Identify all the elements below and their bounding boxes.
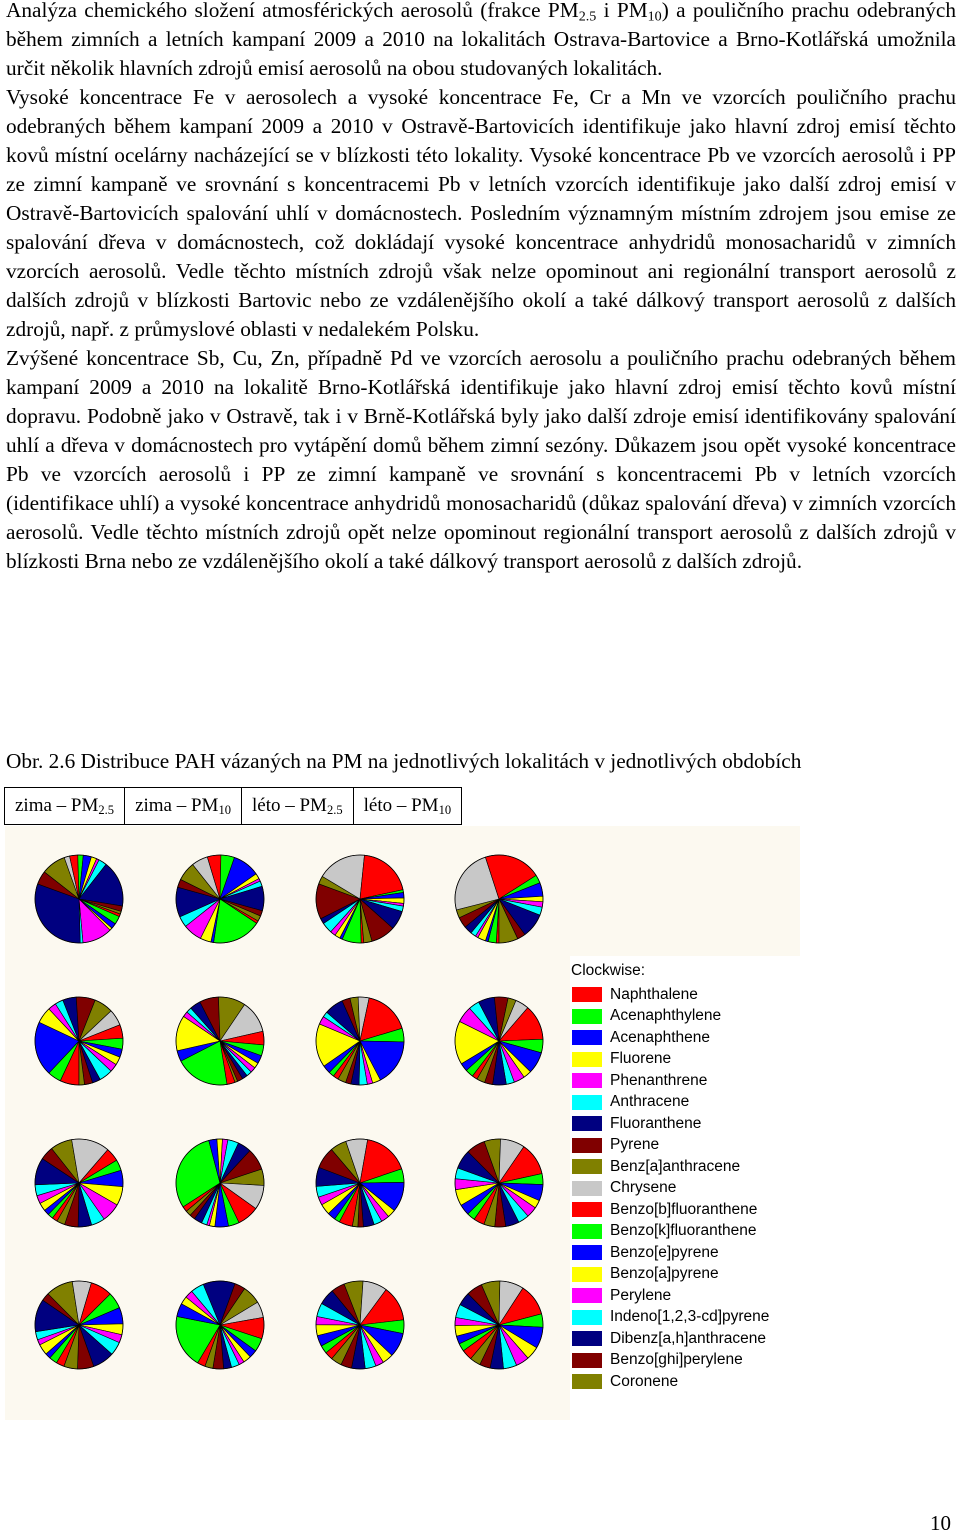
legend-swatch — [572, 1052, 602, 1067]
legend-swatch — [572, 1159, 602, 1174]
legend-swatch — [572, 1009, 602, 1024]
legend-label: Benzo[k]fluoranthene — [610, 1222, 757, 1240]
legend-swatch — [572, 1353, 602, 1368]
paragraph-1: Analýza chemického složení atmosférických aerosolů (frakce $PM_{2.5}$ i $PM_{10}$) a pouličního prachu odebraných během zimních a letních kampaní 2009 a 2010 na lokalitách Ostrava-Bartovice a Brno-Kotlářská umožnila určit několik hlavních zdrojů emisí aerosolů na obou studovaných lokalitách. — [6, 0, 956, 80]
legend-item — [572, 1371, 769, 1393]
figure-caption: Obr. 2.6 Distribuce PAH vázaných na PM na jednotlivých lokalitách v jednotlivých obdobích — [6, 749, 802, 773]
legend-item — [572, 1199, 769, 1221]
legend-item — [572, 1307, 769, 1329]
legend-item — [572, 1178, 769, 1200]
pie-chart — [455, 1139, 543, 1227]
legend-swatch — [572, 1267, 602, 1282]
legend-item — [572, 1328, 769, 1350]
column-header-summer-pm25: léto – $PM_{2.5}$ — [241, 788, 353, 825]
legend-label: Anthracene — [610, 1093, 690, 1111]
legend-label: Perylene — [610, 1286, 672, 1304]
legend-item — [572, 1285, 769, 1307]
legend-item — [572, 1242, 769, 1264]
column-header-table — [4, 787, 462, 825]
legend-item — [572, 1070, 769, 1092]
pie-chart — [176, 1281, 264, 1369]
legend-title: Clockwise: — [571, 962, 646, 979]
legend-item — [572, 1350, 769, 1372]
legend-swatch — [572, 1030, 602, 1045]
legend-label: Benz[a]anthracene — [610, 1157, 741, 1175]
legend-swatch — [572, 1288, 602, 1303]
legend-swatch — [572, 1138, 602, 1153]
legend-label: Coronene — [610, 1372, 679, 1390]
legend-swatch — [572, 1095, 602, 1110]
pie-chart — [176, 855, 264, 943]
pie-chart — [316, 1139, 404, 1227]
legend — [570, 956, 800, 1420]
pie-chart — [35, 1281, 123, 1369]
legend-label: Acenaphthene — [610, 1028, 710, 1046]
legend-label: Fluorene — [610, 1050, 672, 1068]
legend-list — [572, 984, 769, 1393]
legend-label: Benzo[e]pyrene — [610, 1243, 719, 1261]
pie-chart — [455, 1281, 543, 1369]
pie-chart — [35, 855, 123, 943]
legend-item — [572, 1092, 769, 1114]
column-header-winter-pm25: zima – $PM_{2.5}$ — [5, 788, 125, 825]
legend-item — [572, 1156, 769, 1178]
legend-item — [572, 1135, 769, 1157]
legend-label: Fluoranthene — [610, 1114, 702, 1132]
legend-swatch — [572, 1224, 602, 1239]
pie-chart — [35, 1139, 123, 1227]
legend-label: Benzo[b]fluoranthene — [610, 1200, 758, 1218]
pie-chart — [455, 855, 543, 943]
legend-swatch — [572, 1245, 602, 1260]
column-header-winter-pm10: zima – $PM_{10}$ — [125, 788, 242, 825]
legend-swatch — [572, 1073, 602, 1088]
pie-chart-grid — [5, 826, 570, 1420]
legend-swatch — [572, 1374, 602, 1389]
pie-chart — [35, 997, 123, 1085]
pie-chart — [455, 997, 543, 1085]
pah-pie-figure — [5, 826, 800, 1420]
legend-item — [572, 1264, 769, 1286]
legend-label: Indeno[1,2,3-cd]pyrene — [610, 1308, 770, 1326]
column-header-summer-pm10: léto – $PM_{10}$ — [353, 788, 461, 825]
paragraph-2: Vysoké koncentrace Fe v aerosolech a vysoké koncentrace Fe, Cr a Mn ve vzorcích pouličního prachu odebraných během kampaní 2009 a 2010 v Ostravě-Bartovicích identifikuje jako hlavní zdroj emisí těchto kovů místní ocelárny nacházející se v blízkosti této lokality. Vysoké koncentrace Pb ve vzorcích aerosolů i PP ze zimní kampaně ve srovnání s koncentracemi Pb v letních vzorcích identifikuje jako další zdroj emisí v Ostravě-Bartovicích spalování uhlí v domácnostech. Posledním významným místním zdrojem jsou emise ze spalování dřeva v domácnostech, což dokládají vysoké koncentrace anhydridů monosacharidů v zimních vzorcích aerosolů. Vedle těchto místních zdrojů však nelze opominout ani regionální transport aerosolů z dalších zdrojů v blízkosti Bartovic nebo ze vzdálenějšího okolí a také dálkový transport aerosolů z dalších zdrojů, např. z průmyslové oblasti v nedalekém Polsku. — [6, 85, 956, 341]
legend-label: Acenaphthylene — [610, 1007, 722, 1025]
legend-label: Phenanthrene — [610, 1071, 708, 1089]
pie-chart — [316, 997, 404, 1085]
pie-chart — [176, 997, 264, 1085]
paragraph-3: Zvýšené koncentrace Sb, Cu, Zn, případně Pd ve vzorcích aerosolu a pouličního prachu odebraných během kampaní 2009 a 2010 na lokalitě Brno-Kotlářská identifikuje jako hlavní zdroj emisí těchto kovů místní dopravu. Podobně jako v Ostravě, tak i v Brně-Kotlářská byly jako další zdroje emisí identifikovány spalování uhlí a dřeva v domácnostech pro vytápění domů během zimní sezóny. Důkazem jsou opět vysoké koncentrace Pb ve vzorcích aerosolů i PP ze zimní kampaně ve srovnání s koncentracemi Pb v letních vzorcích (identifikace uhlí) a vysoké koncentrace anhydridů monosacharidů (důkaz spalování dřeva) v zimních vzorcích aerosolů. Vedle těchto místních zdrojů opět nelze opominout regionální transport aerosolů z dalších zdrojů v blízkosti Brna nebo ze vzdálenějšího okolí a také dálkový transport aerosolů z dalších zdrojů. — [6, 346, 956, 573]
legend-item — [572, 1113, 769, 1135]
legend-item — [572, 1027, 769, 1049]
legend-swatch — [572, 1202, 602, 1217]
page-number: 10 — [930, 1511, 951, 1535]
legend-swatch — [572, 987, 602, 1002]
pie-chart — [316, 1281, 404, 1369]
legend-label: Benzo[ghi]perylene — [610, 1351, 743, 1369]
legend-item — [572, 984, 769, 1006]
body-text — [6, 0, 956, 576]
legend-swatch — [572, 1181, 602, 1196]
legend-swatch — [572, 1331, 602, 1346]
pie-chart — [176, 1139, 264, 1227]
legend-label: Chrysene — [610, 1179, 677, 1197]
legend-label: Naphthalene — [610, 985, 698, 1003]
legend-swatch — [572, 1116, 602, 1131]
legend-label: Benzo[a]pyrene — [610, 1265, 719, 1283]
pie-chart — [316, 855, 404, 943]
legend-label: Dibenz[a,h]anthracene — [610, 1329, 766, 1347]
legend-item — [572, 1006, 769, 1028]
legend-swatch — [572, 1310, 602, 1325]
legend-item — [572, 1221, 769, 1243]
legend-label: Pyrene — [610, 1136, 660, 1154]
legend-item — [572, 1049, 769, 1071]
